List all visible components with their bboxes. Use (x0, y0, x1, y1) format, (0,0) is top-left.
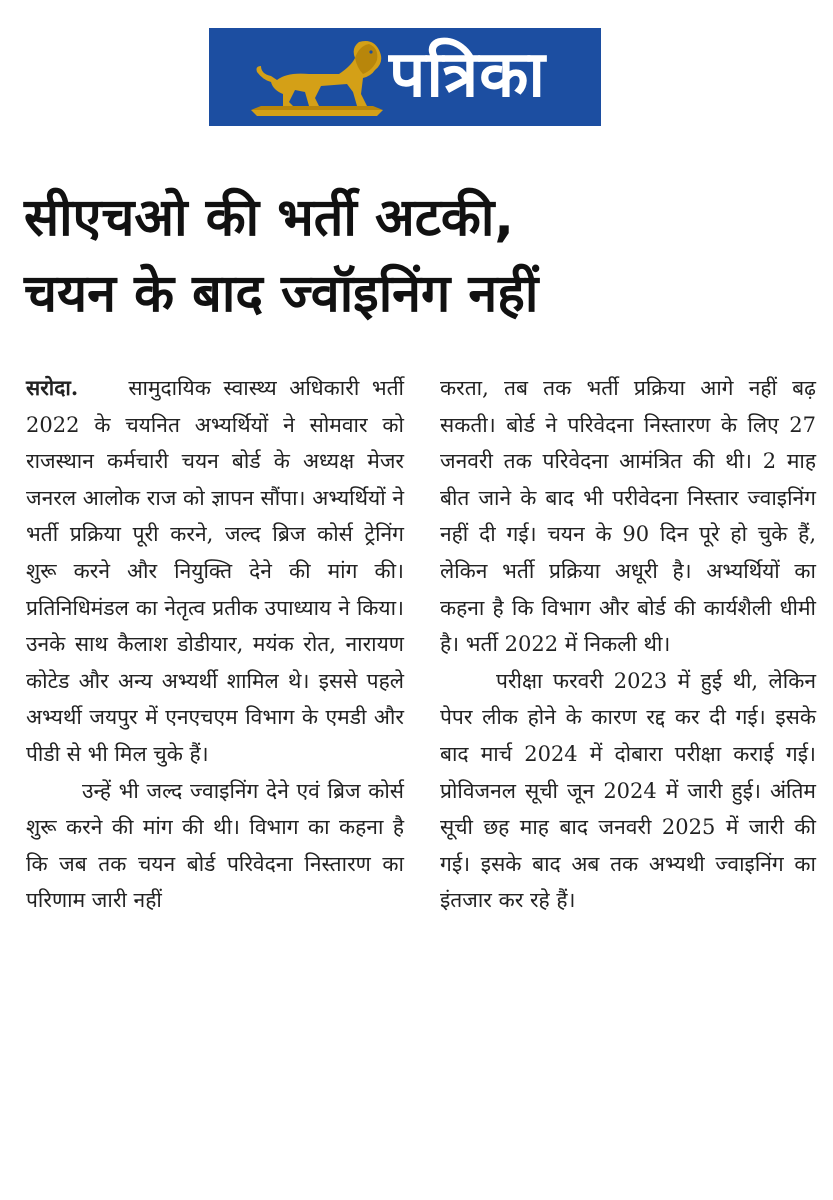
paragraph-text: सामुदायिक स्वास्थ्य अधिकारी भर्ती 2022 के चयनित अभ्यर्थियों ने सोमवार को राजस्थान कर्मचारी चयन बोर्ड के अध्यक्ष मेजर जनरल आलोक राज को ज्ञापन सौंपा। अभ्यर्थियों ने भर्ती प्रक्रिया पूरी करने, जल्द ब्रिज कोर्स ट्रेनिंग शुरू करने और नियुक्ति देने की मांग की। प्रतिनिधिमंडल का नेतृत्व प्रतीक उपाध्याय ने किया। उनके साथ कैलाश डोडीयार, मयंक रोत, नारायण कोटेड और अन्य अभ्यर्थी शामिल थे। इससे पहले अभ्यर्थी जयपुर में एनएचएम विभाग के एमडी और पीडी से भी मिल चुके हैं। (26, 376, 404, 766)
article-column-right (440, 370, 816, 919)
article-column-left (26, 370, 404, 919)
article-headline (24, 180, 814, 332)
paragraph (26, 370, 404, 773)
paragraph: परीक्षा फरवरी 2023 में हुई थी, लेकिन पेपर लीक होने के कारण रद्द कर दी गई। इसके बाद मार्च 2024 में दोबारा परीक्षा कराई गई। प्रोविजनल सूची जून 2024 में जारी हुई। अंतिम सूची छह माह बाद जनवरी 2025 में जारी की गई। इसके बाद अब तक अभ्यथी ज्वाइनिंग का इंतजार कर रहे हैं। (440, 668, 816, 913)
masthead (209, 28, 601, 126)
paragraph: करता, तब तक भर्ती प्रक्रिया आगे नहीं बढ़ सकती। बोर्ड ने परिवेदना निस्तारण के लिए 27 जनवरी तक परिवेदना आमंत्रित की थी। 2 माह बीत जाने के बाद भी परीवेदना निस्तार ज्वाइनिंग नहीं दी गई। चयन के 90 दिन पूरे हो चुके हैं, लेकिन भर्ती प्रक्रिया अधूरी है। अभ्यर्थियों का कहना है कि विभाग और बोर्ड की कार्यशैली धीमी है। भर्ती 2022 में निकली थी। (440, 376, 816, 657)
headline-line-1: सीएचओ की भर्ती अटकी, (24, 188, 515, 248)
lion-logo-icon (247, 36, 387, 118)
newspaper-name: पत्रिका (389, 38, 546, 112)
dateline: सरोदा. (26, 375, 79, 400)
paragraph: उन्हें भी जल्द ज्वाइनिंग देने एवं ब्रिज कोर्स शुरू करने की मांग की थी। विभाग का कहना है कि जब तक चयन बोर्ड परिवेदना निस्तारण का परिणाम जारी नहीं (26, 778, 404, 913)
headline-line-2: चयन के बाद ज्वॉइनिंग नहीं (24, 264, 539, 324)
